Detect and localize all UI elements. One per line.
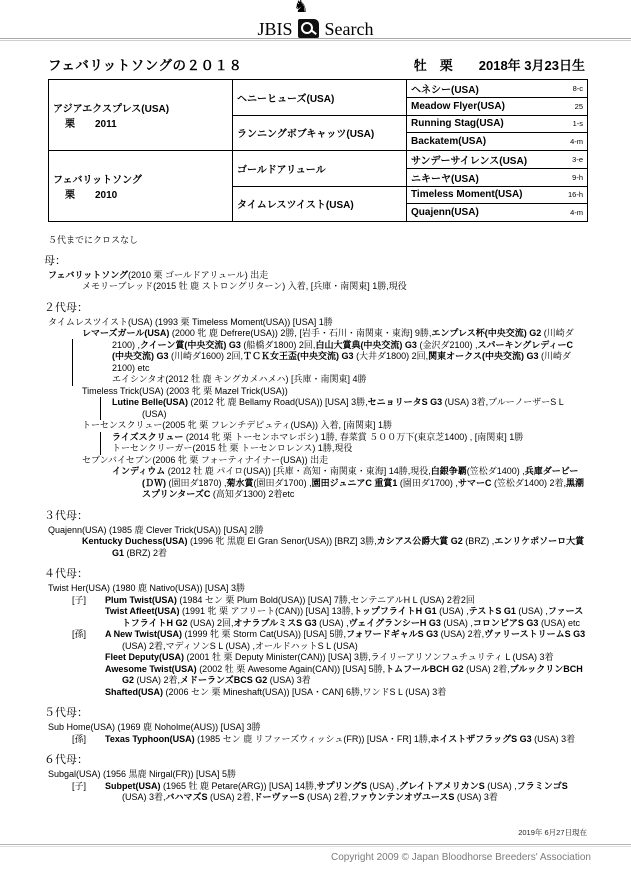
record-text: (2014 牝 栗 トーセンホマレボシ) 1勝, 春菜賞 ５００万下(東京芝1400) , [南関東] 1勝 <box>183 431 524 442</box>
pedigree-row <box>49 80 588 98</box>
horse-name: インディウム <box>112 466 166 476</box>
race-name: グレイトアメリカンS <box>399 780 485 791</box>
pedigree-cell-gen3 <box>407 98 588 116</box>
section-heading: ３代母： <box>44 509 88 522</box>
record-text: (2001 牡 栗 Deputy Minister(CAN)) [USA] 3勝,ライリーアリソンフュチュリティ L (USA) 3着 <box>184 652 554 662</box>
section-heading: ５代母： <box>44 707 88 719</box>
race-name: ブルックリンBCH G2 <box>122 663 583 685</box>
horse-name: Twist Afleet(USA) <box>105 606 180 616</box>
record-text: (2003 牝 栗 Mazel Trick(USA)) <box>163 385 288 396</box>
ancestor-name: ランニングボブキャッツ(USA) <box>237 129 375 140</box>
section-heading: ２代母： <box>44 301 88 314</box>
race-name: ドーヴァーS <box>253 792 305 802</box>
ancestor-name: アジアエクスプレス(USA) <box>53 103 170 115</box>
record-text: (USA) etc <box>538 617 580 628</box>
horse-name: タイムレスツイスト(USA) <box>48 316 153 327</box>
pedigree-entry <box>40 466 587 501</box>
pedigree-entry <box>40 595 587 607</box>
pedigree-entry <box>40 734 587 746</box>
race-name: エンリケポソーロ大賞 G1 <box>112 536 585 558</box>
family-number: 4-m <box>570 136 583 146</box>
race-name: トップフライトH G1 <box>353 606 437 616</box>
pedigree-cell-gen3 <box>407 150 588 168</box>
record-text: (高知ダ1300) 2着etc <box>210 489 295 499</box>
family-number: 16-h <box>567 190 583 200</box>
horse-name: ライズスクリュー <box>112 431 184 442</box>
horse-name: Timeless Trick(USA) <box>82 385 164 396</box>
pedigree-entry <box>40 443 587 455</box>
horse-name: トーセンスクリュー <box>82 420 163 430</box>
record-text: (USA) 3着, <box>122 792 166 802</box>
pedigree-cell-gen3 <box>407 168 588 186</box>
horse-name: フェバリットソング <box>48 269 129 280</box>
pedigree-entry <box>40 629 587 652</box>
pedigree-cell-gen3 <box>407 80 588 98</box>
horse-icon: ♞ <box>293 0 309 16</box>
record-text: (2000 牝 鹿 Defrere(USA)) 2勝, [岩手・石川・南関東・東海] 9勝, <box>169 328 432 338</box>
pedigree-cell-gen2 <box>233 150 407 186</box>
record-text: (1993 栗 Timeless Moment(USA)) [USA] 1勝 <box>152 316 333 327</box>
horse-magnifier-icon <box>294 2 324 38</box>
relation-label: [孫] <box>72 629 87 639</box>
record-text: (1980 鹿 Nativo(USA)) [USA] 3勝 <box>110 583 246 593</box>
record-text: (1985 セン 鹿 リファーズウィッシュ(FR)) [USA・FR] 1勝, <box>194 733 431 744</box>
section-heading: 母： <box>44 254 66 267</box>
race-name: トムフールBCH G2 <box>385 663 464 674</box>
relation-label: [孫] <box>72 733 87 744</box>
pedigree-entry <box>40 769 587 781</box>
pedigree-entry <box>40 525 587 537</box>
race-name: エンプレス杯(中央交流) G2 <box>431 328 542 338</box>
record-text: (USA) 2着, <box>134 675 181 685</box>
horse-name: Plum Twist(USA) <box>105 594 177 605</box>
page-title: フェバリットソングの２０１８ <box>48 58 243 73</box>
race-name: サプリングS <box>316 780 368 791</box>
pedigree-cell-gen3 <box>407 115 588 133</box>
race-name: 関東オークス(中央交流) G3 <box>428 351 539 361</box>
race-name: オナラブルミスS G3 <box>233 617 317 628</box>
ancestor-name: ニキーヤ(USA) <box>411 173 479 185</box>
horse-name: A New Twist(USA) <box>105 629 183 639</box>
report-footer <box>0 827 631 863</box>
record-text: (1985 鹿 Clever Trick(USA)) [USA] 2勝 <box>106 524 264 535</box>
record-text: (2012 牝 鹿 Bellamy Road(USA)) [USA] 3勝, <box>188 397 368 407</box>
family-number: 3-e <box>572 154 583 164</box>
horse-name: Subpet(USA) <box>105 780 161 791</box>
ancestor-name: ヘニーヒューズ(USA) <box>237 93 335 105</box>
record-text: (1991 牝 栗 アフリート(CAN)) [USA] 13勝, <box>179 606 354 616</box>
horse-name: レマーズガール(USA) <box>82 328 170 338</box>
race-name: ファウンテンオヴユースS <box>350 792 455 802</box>
jbis-logo[interactable] <box>0 0 631 38</box>
pedigree-entry <box>40 420 587 432</box>
ancestor-cell-row <box>411 136 583 147</box>
pedigree-cell-gen2 <box>233 115 407 150</box>
female-line-sections <box>40 252 587 804</box>
record-text: (1965 牡 鹿 Petare(ARG)) [USA] 14勝, <box>160 780 317 791</box>
race-name: バハマズS <box>165 792 208 802</box>
record-text: (USA) 2回, <box>187 617 234 628</box>
record-text: (船橋ダ1800) 2回, <box>240 339 316 350</box>
pedigree-entry <box>40 652 587 664</box>
record-text: (1999 牝 栗 Storm Cat(USA)) [USA] 5勝, <box>182 629 347 639</box>
record-text: (2006 セン 栗 Mineshaft(USA)) [USA・CAN] 6勝,ワンドS L (USA) 3着 <box>163 686 447 697</box>
record-text: (川崎ダ2100) etc <box>112 351 572 373</box>
record-text: (2010 栗 ゴールドアリュール) 出走 <box>128 269 269 280</box>
race-name: ヴァリーストリームS G3 <box>484 629 586 639</box>
record-text: (BRZ) 2着 <box>124 547 168 558</box>
horse-name: Twist Her(USA) <box>48 583 111 593</box>
race-name: スパーキングレディーC (中央交流) G3 <box>112 339 573 361</box>
race-name: 兵庫ダービー(ＤＷ) <box>142 466 579 488</box>
pedigree-entry <box>40 583 587 595</box>
record-text: (2006 牝 栗 フォーティナイナー(USA)) 出走 <box>152 454 329 465</box>
pedigree-cell-gen1 <box>49 150 233 221</box>
ancestor-name: Meadow Flyer(USA) <box>411 100 505 112</box>
relation-label: [子] <box>72 780 87 791</box>
record-text: (USA) 3着 <box>267 675 311 685</box>
family-number: 9-h <box>572 172 583 182</box>
record-text: (1969 鹿 Noholme(AUS)) [USA] 3勝 <box>115 722 261 732</box>
jbis-logo-text: JBIS <box>257 19 293 39</box>
race-name: メドーランズBCS G2 <box>180 675 268 685</box>
record-text: (USA) 3着,ブルーノーザーS L (USA) <box>142 397 564 419</box>
pedigree-cell-gen2 <box>233 186 407 221</box>
race-name: フォワードギャルS G3 <box>346 629 439 639</box>
record-text: (1996 牝 黒鹿 El Gran Senor(USA)) [BRZ] 3勝, <box>187 536 377 546</box>
pedigree-entry <box>40 455 587 467</box>
horse-name: セブンバイセブン <box>82 454 153 465</box>
race-name: 菊水賞 <box>226 477 254 488</box>
record-text: (2002 牡 栗 Awesome Again(CAN)) [USA] 5勝, <box>196 663 386 674</box>
pedigree-cell-gen3 <box>407 186 588 204</box>
pedigree-entry <box>40 536 587 559</box>
record-text: (1956 黒鹿 Nirgal(FR)) [USA] 5勝 <box>100 769 237 779</box>
ancestor-cell-row <box>411 170 583 185</box>
horse-name: Kentucky Duchess(USA) <box>82 536 188 546</box>
race-name: ファーストフライトH G2 <box>122 606 584 628</box>
inbreeding-note: ５代までにクロスなし <box>48 234 139 245</box>
ancestor-cell-row <box>411 81 583 96</box>
ancestor-coat-year: 栗 2011 <box>65 118 117 130</box>
horse-name: Lutine Belle(USA) <box>112 397 189 407</box>
ancestor-name: Backatem(USA) <box>411 135 487 147</box>
title-row <box>40 54 587 74</box>
pedigree-entry <box>40 606 587 629</box>
pedigree-cell-gen3 <box>407 204 588 222</box>
record-text: (USA) , <box>515 606 548 616</box>
record-text: (1984 セン 栗 Plum Bold(USA)) [USA] 7勝,センテニアルH L (USA) 2着2回 <box>176 594 475 605</box>
ancestor-cell-row <box>411 118 583 129</box>
race-name: クイーン賞(中央交流) G3 <box>140 339 241 350</box>
sex-coat-birth: 牡 栗 2018年 3月23日生 <box>413 58 585 73</box>
record-text: (USA) , <box>367 780 400 791</box>
horse-name: Fleet Deputy(USA) <box>105 652 185 662</box>
race-name: ヴェイグランシーH G3 <box>348 617 441 628</box>
family-number: 4-m <box>570 207 583 217</box>
pedigree-cell-gen3 <box>407 133 588 151</box>
ancestor-name: Running Stag(USA) <box>411 118 504 130</box>
record-text: (USA) 2着,マディソンS L (USA) ,オールドハットS L (USA) <box>122 640 358 651</box>
section-heading: ４代母： <box>44 568 88 580</box>
record-text: (USA) 3着 <box>531 733 576 744</box>
horse-name: Texas Typhoon(USA) <box>105 733 195 744</box>
ancestor-name: ゴールドアリュール <box>237 164 326 176</box>
race-name: 白銀争覇 <box>430 466 467 476</box>
header-divider <box>0 38 631 41</box>
family-number: 1-s <box>572 119 583 129</box>
pedigree-entry <box>40 687 587 699</box>
relation-label: [子] <box>72 594 87 605</box>
record-text: (園田ダ1700) , <box>253 477 312 488</box>
pedigree-entry <box>40 397 587 420</box>
record-text: (USA) , <box>316 617 349 628</box>
pedigree-entry <box>40 386 587 398</box>
pedigree-entry <box>40 781 587 804</box>
pedigree-entry <box>40 432 587 444</box>
record-text: (USA) 2着, <box>207 792 254 802</box>
ancestor-cell-row <box>411 207 583 218</box>
pedigree-entry <box>40 722 587 734</box>
pedigree-table <box>48 79 588 222</box>
record-text: (BRZ) , <box>462 536 495 546</box>
copyright-text: Copyright 2009 © Japan Bloodhorse Breeders' Association <box>331 852 591 863</box>
race-name: 園田ジュニアC 重賞1 <box>311 477 398 488</box>
ancestor-name: ヘネシー(USA) <box>411 85 479 96</box>
record-text: (金沢ダ2100) , <box>416 339 478 350</box>
pedigree-cell-gen1 <box>49 80 233 151</box>
record-text: (2015 牡 鹿 ストロングリターン) 入着, [兵庫・南関東] 1勝,現役 <box>153 281 407 291</box>
horse-name: Sub Home(USA) <box>48 722 116 732</box>
race-name: サマーC <box>457 477 492 488</box>
family-number: 8-c <box>572 84 583 93</box>
ancestor-name: サンデーサイレンス(USA) <box>411 155 528 167</box>
record-text: (2005 牝 栗 フレンチデピュティ(USA)) 入着, [南関東] 1勝 <box>162 420 393 430</box>
horse-name: Quajenn(USA) <box>48 524 107 535</box>
ancestor-name: タイムレスツイスト(USA) <box>237 200 354 211</box>
horse-name: トーセンクリーガー <box>112 443 193 453</box>
horse-name: Subgal(USA) <box>48 769 101 779</box>
magnifier-icon <box>298 19 319 38</box>
ancestor-cell-row <box>411 189 583 200</box>
ancestor-name: Timeless Moment(USA) <box>411 189 523 201</box>
race-name: 黒潮スプリンターズC <box>142 477 584 499</box>
footer-divider <box>0 844 631 847</box>
horse-name: Awesome Twist(USA) <box>105 663 197 674</box>
record-text: (USA) , <box>440 617 473 628</box>
record-text: (大井ダ1800) 2回, <box>353 351 429 361</box>
horse-name: メモリーブレッド <box>82 281 154 291</box>
record-text: (川崎ダ1600) 2回, <box>168 351 244 361</box>
record-text: (USA) 3着 <box>454 792 498 802</box>
section-heading: ６代母： <box>44 754 88 766</box>
report-date: 2019年 6月27日現在 <box>518 828 587 837</box>
pedigree-row <box>49 150 588 168</box>
record-text: (USA) , <box>436 606 469 616</box>
record-text: (川崎ダ2100) , <box>112 328 574 350</box>
pedigree-entry <box>40 281 587 293</box>
pedigree-cell-gen2 <box>233 80 407 116</box>
jbis-search-text: Search <box>324 19 374 39</box>
pedigree-entry <box>40 328 587 374</box>
ancestor-name: Quajenn(USA) <box>411 206 479 218</box>
pedigree-entry <box>40 664 587 687</box>
record-text: (USA) 2着, <box>304 792 351 802</box>
record-text: (園田ダ1870) , <box>166 477 227 488</box>
record-text: (園田ダ1700) , <box>397 477 458 488</box>
record-text: (2015 牡 栗 トーセンロレンス) 1勝,現役 <box>192 443 353 453</box>
pedigree-entry <box>40 270 587 282</box>
record-text: (笠松ダ1400) , <box>466 466 525 476</box>
pedigree-entry <box>40 317 587 329</box>
report-content <box>0 54 631 804</box>
race-name: カシアス公爵大賞 G2 <box>376 536 463 546</box>
race-name: セニョリータS G3 <box>367 397 443 407</box>
ancestor-cell-row <box>411 152 583 167</box>
race-name: テストS G1 <box>468 606 516 616</box>
race-name: コロンビアS G3 <box>472 617 539 628</box>
race-name: 白山大賞典(中央交流) G3 <box>315 339 417 350</box>
horse-name: エイシンタオ <box>112 374 166 384</box>
record-text: (笠松ダ1400) 2着, <box>491 477 566 488</box>
record-text: (2012 牡 鹿 パイロ(USA)) [兵庫・高知・南関東・東海] 14勝,現役, <box>165 466 431 476</box>
record-text: (USA) 2着, <box>463 663 510 674</box>
race-name: フラミンゴS <box>516 780 568 791</box>
ancestor-name: フェバリットソング <box>53 174 142 186</box>
race-name: ホイストザフラッグS G3 <box>430 733 532 744</box>
horse-name: Shafted(USA) <box>105 686 163 697</box>
record-text: (USA) , <box>484 780 517 791</box>
record-text: (2012 牡 鹿 キングカメハメハ) [兵庫・南関東] 4勝 <box>165 374 367 384</box>
pedigree-entry <box>40 374 587 386</box>
record-text: (USA) 2着, <box>438 629 485 639</box>
race-name: ＴＣＫ女王盃(中央交流) G3 <box>243 351 354 361</box>
family-number: 25 <box>574 101 583 111</box>
ancestor-coat-year: 栗 2010 <box>65 189 118 201</box>
pedigree-table-body <box>49 80 588 222</box>
ancestor-cell-row <box>411 101 583 112</box>
